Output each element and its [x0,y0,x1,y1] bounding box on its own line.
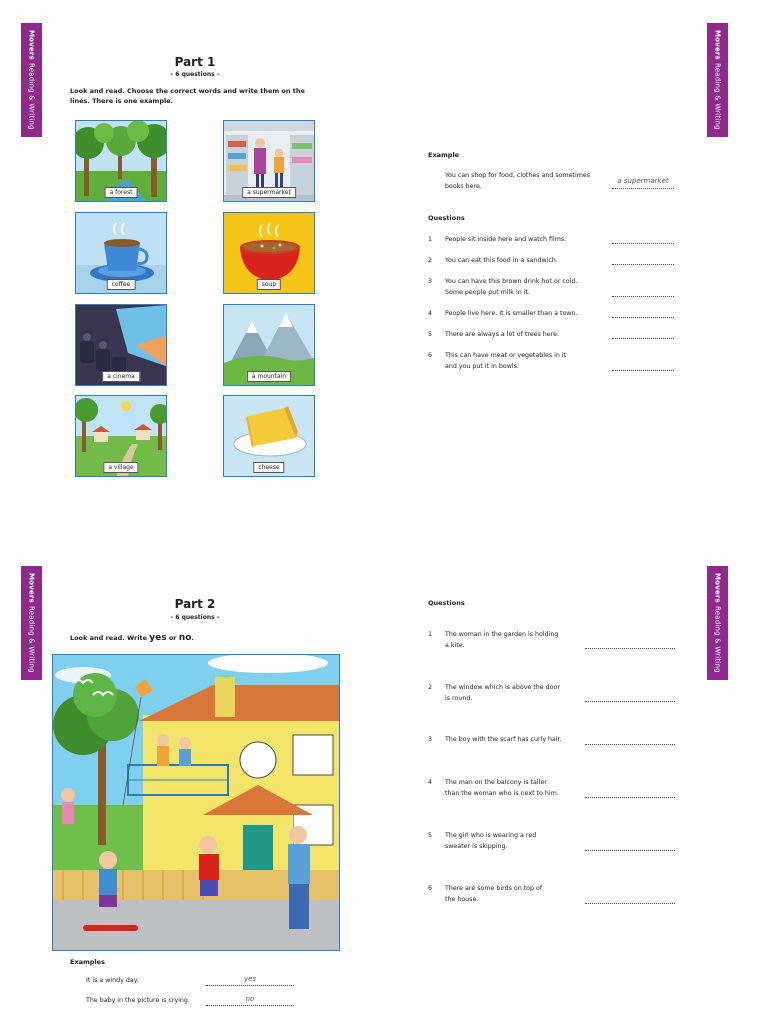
part1-example-answer: a supermarket [617,177,669,185]
picture-mountain [223,304,315,386]
part1-example-answer-line [612,188,674,189]
part1-title: Part 1 [174,55,216,69]
picture-cheese [223,395,315,477]
side-tab-top-left: Movers Reading & Writing [21,23,42,137]
picture-supermarket [223,120,315,202]
caption-supermarket: a supermarket [242,187,296,198]
picture-coffee [75,212,167,294]
part2-examples-heading: Examples [70,958,105,966]
part2-title: Part 2 [174,597,216,611]
picture-soup [223,212,315,294]
part1-answer-line-4[interactable] [612,317,674,318]
part1-answer-line-3[interactable] [612,296,674,297]
house-scene-picture [52,654,340,951]
caption-coffee: coffee [107,279,136,290]
caption-mountain: a mountain [247,371,291,382]
side-tab-top-right: Movers Reading & Writing [707,23,728,137]
part1-answer-line-6[interactable] [612,370,674,371]
part1-subtitle: – 6 questions – [170,71,220,78]
caption-village: a village [103,462,138,473]
part1-answer-line-2[interactable] [612,264,674,265]
caption-soup: soup [257,279,281,290]
part1-questions-heading: Questions [428,214,465,222]
part2-example-1-text: It is a windy day. [86,977,139,984]
part1-instructions: Look and read. Choose the correct words and write them on the lines. There is one example. [70,87,305,105]
part2-answer-line-3[interactable] [585,744,675,745]
part2-instructions: Look and read. Write yes or no. [70,633,194,643]
side-tab-bottom-right: Movers Reading & Writing [707,566,728,680]
part1-answer-line-5[interactable] [612,338,674,339]
caption-cheese: cheese [253,462,284,473]
part2-answer-line-6[interactable] [585,903,675,904]
picture-forest [75,120,167,202]
part1-answer-line-1[interactable] [612,243,674,244]
caption-cinema: a cinema [102,371,140,382]
picture-cinema [75,304,167,386]
part2-example-1-line [206,985,294,986]
part1-example-heading: Example [428,151,460,159]
part2-answer-line-4[interactable] [585,797,675,798]
part2-answer-line-2[interactable] [585,701,675,702]
part2-example-2-answer: no [245,995,255,1003]
picture-village [75,395,167,477]
side-tab-bottom-left: Movers Reading & Writing [21,566,42,680]
part2-questions-heading: Questions [428,599,465,607]
part2-subtitle: – 6 questions – [170,614,220,621]
part2-example-1-answer: yes [243,975,257,983]
part2-example-2-line [206,1005,294,1006]
part2-answer-line-1[interactable] [585,648,675,649]
house-scene-illustration [53,655,340,951]
part2-answer-line-5[interactable] [585,850,675,851]
part2-example-2-text: The baby in the picture is crying. [86,997,190,1004]
caption-forest: a forest [105,187,138,198]
